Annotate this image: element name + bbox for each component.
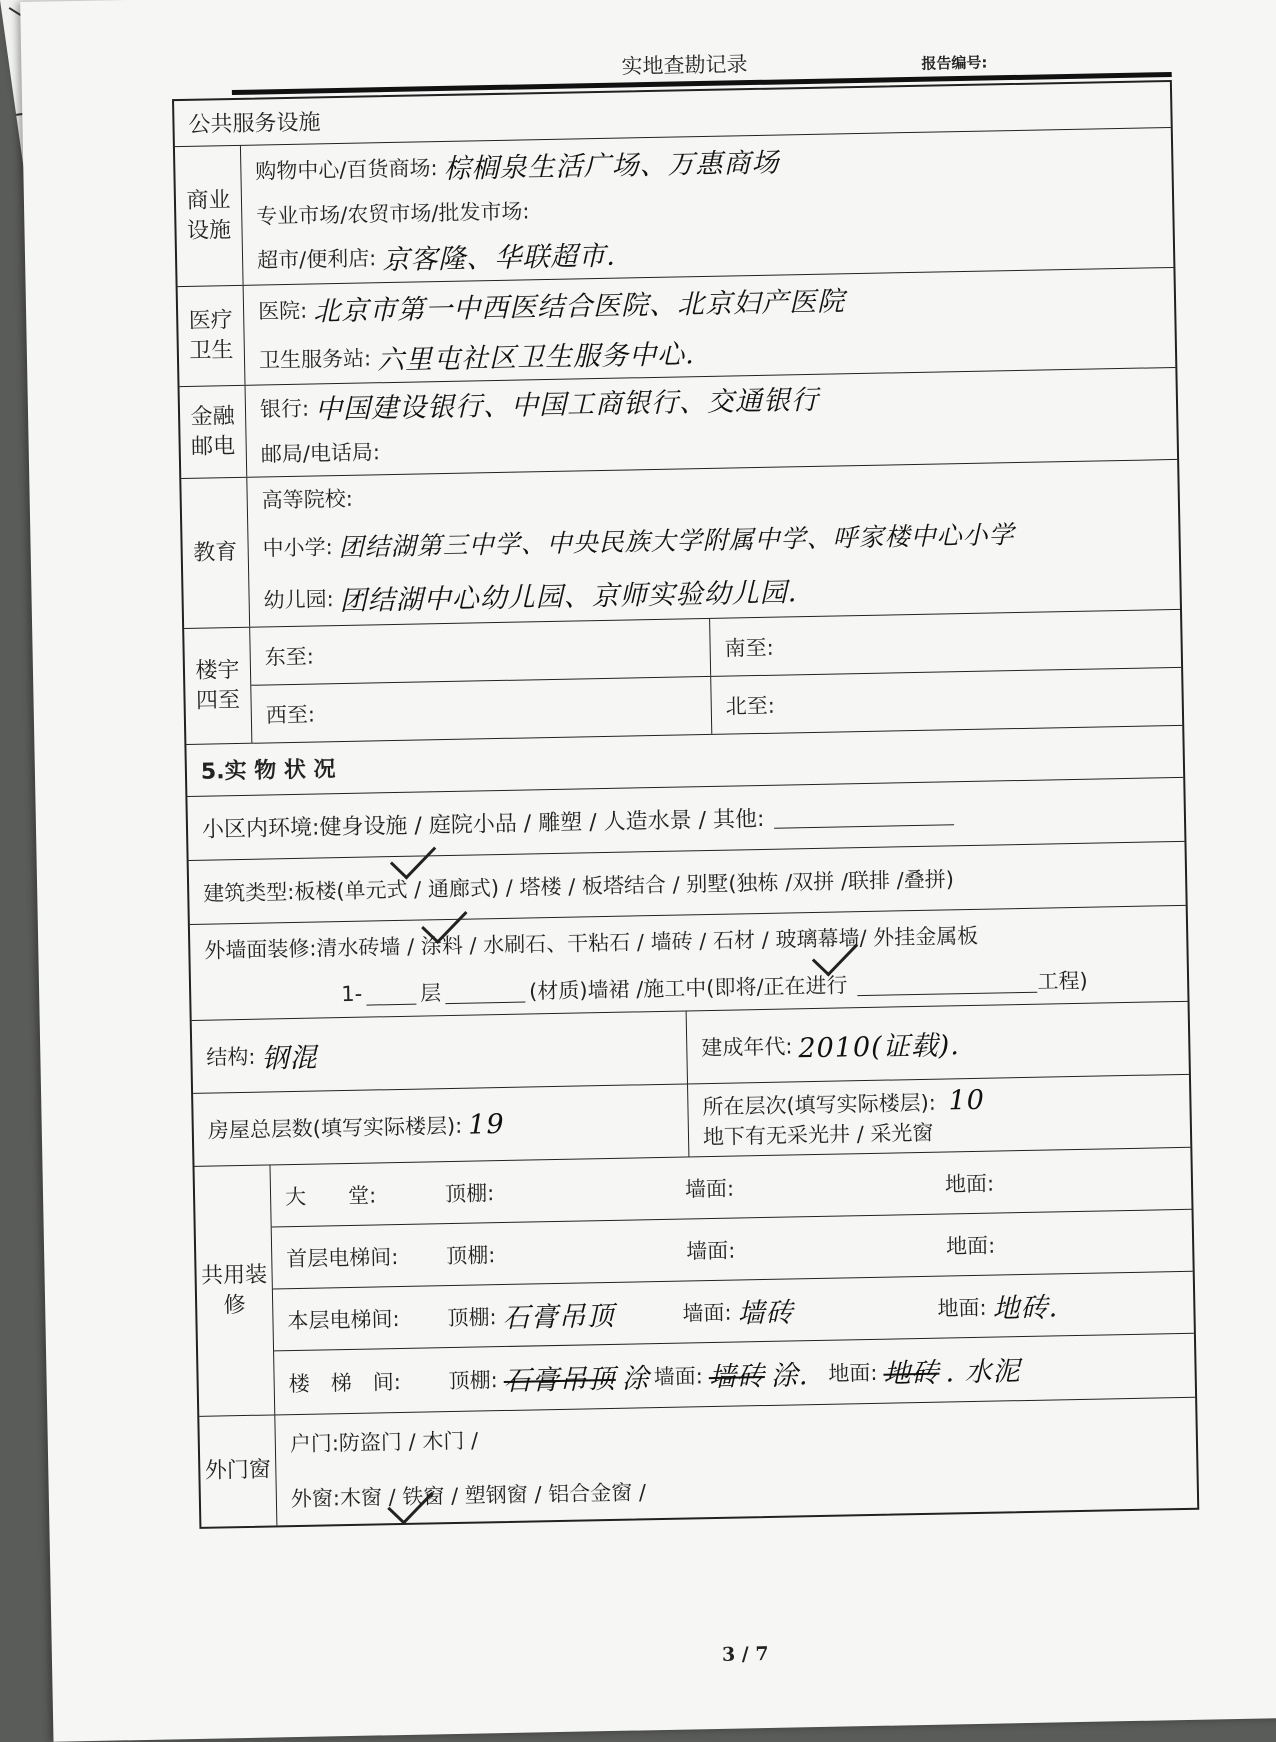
kindergarten-label: 幼儿园: xyxy=(263,587,334,613)
floor-elevator-floor-value: 地砖. xyxy=(992,1292,1059,1325)
west-label: 西至: xyxy=(265,702,316,727)
floor-elevator-ceiling-label: 顶棚: xyxy=(447,1304,497,1330)
stairwell-floor-value: . 水泥 xyxy=(945,1356,1021,1389)
bank-value: 中国建设银行、中国工商银行、交通银行 xyxy=(314,385,820,426)
post-label: 邮局/电话局: xyxy=(260,440,381,467)
education-label: 教育 xyxy=(181,478,250,628)
kindergarten-value: 团结湖中心幼儿园、京师实验幼儿园. xyxy=(339,576,798,617)
college-label: 高等院校: xyxy=(261,486,354,513)
ground-elevator-name: 首层电梯间: xyxy=(286,1244,399,1271)
exterior-wall-row xyxy=(190,906,1188,1021)
wall-skirt-text: (材质)墙裙 /施工中(即将/正在进行 xyxy=(528,973,848,1004)
medical-section xyxy=(178,268,1176,387)
hospital-value: 北京市第一中西医结合医院、北京妇产医院 xyxy=(312,286,846,328)
structure-section xyxy=(192,1002,1191,1167)
mall-label: 购物中心/百货商场: xyxy=(255,155,438,184)
structure-cell xyxy=(192,1011,688,1092)
lobby-name: 大 堂: xyxy=(284,1182,377,1209)
environment-label: 小区内环境: xyxy=(201,815,320,843)
floor-at-value: 10 xyxy=(948,1084,986,1116)
doors-windows-label: 外门窗 xyxy=(199,1415,277,1526)
wall-floor-suffix: 层 xyxy=(419,981,442,1006)
stairwell-floor-label: 地面: xyxy=(828,1360,878,1386)
stairwell-wall-struck: 墙砖 xyxy=(708,1361,766,1394)
floors-total-value: 19 xyxy=(467,1108,505,1141)
floor-at-label: 所在层次(填写实际楼层): xyxy=(702,1090,937,1119)
survey-form xyxy=(172,80,1199,1529)
doors-windows-section xyxy=(199,1398,1197,1527)
education-section xyxy=(181,460,1180,629)
page-title: 实地查勘记录 xyxy=(621,52,748,79)
south-cell xyxy=(710,610,1181,676)
window-label: 外窗: xyxy=(290,1485,341,1511)
physical-title: 5.实 物 状 况 xyxy=(200,757,336,785)
commerce-label: 商业设施 xyxy=(175,146,244,286)
common-decoration-label: 共用装修 xyxy=(195,1165,276,1415)
floor-at-cell xyxy=(688,1075,1190,1157)
floor-elevator-wall-label: 墙面: xyxy=(682,1300,732,1326)
bounds-label: 楼宇四至 xyxy=(184,628,252,744)
lobby-wall: 墙面: xyxy=(684,1176,735,1202)
building-type-options: 板楼(单元式 / 通廊式) / 塔楼 / 板塔结合 / 别墅(独栋 /双拼 /联排 /叠拼) xyxy=(294,866,955,904)
structure-value: 钢混 xyxy=(261,1042,318,1075)
page-number: 3 / 7 xyxy=(721,1642,769,1666)
door-label: 户门: xyxy=(289,1430,340,1456)
west-cell xyxy=(251,677,712,743)
door-options: 防盗门 / 木门 / xyxy=(338,1428,479,1455)
environment-options: 健身设施 / 庭院小品 / 雕塑 / 人造水景 / 其他: xyxy=(319,806,765,841)
ground-elevator-floor: 地面: xyxy=(945,1233,996,1259)
exterior-wall-label: 外墙面装修: xyxy=(204,936,317,963)
health-station-label: 卫生服务站: xyxy=(258,346,372,373)
window-options: 木窗 / 铁窗 / 塑钢窗 / 铝合金窗 / xyxy=(339,1479,647,1510)
market-label: 专业市场/农贸市场/批发市场: xyxy=(256,198,530,229)
exterior-wall-options: 清水砖墙 / 涂料 / 水刷石、干粘石 / 墙砖 / 石材 / 玻璃幕墙/ 外挂金属板 xyxy=(316,923,979,961)
common-decoration-section xyxy=(195,1148,1196,1417)
floor-elevator-name: 本层电梯间: xyxy=(287,1306,400,1333)
floors-total-label: 房屋总层数(填写实际楼层): xyxy=(207,1113,463,1143)
lobby-ceiling: 顶棚: xyxy=(444,1180,495,1206)
stairwell-name: 楼 梯 间: xyxy=(288,1369,401,1396)
building-type-label: 建筑类型: xyxy=(203,879,295,906)
school-value: 团结湖第三中学、中央民族大学附属中学、呼家楼中心小学 xyxy=(338,519,1015,562)
south-label: 南至: xyxy=(724,635,774,661)
stairwell-floor-struck: 地砖 xyxy=(883,1357,940,1390)
floors-total-cell xyxy=(193,1084,689,1165)
ground-elevator-ceiling: 顶棚: xyxy=(446,1242,496,1268)
east-cell xyxy=(250,619,711,685)
hospital-label: 医院: xyxy=(257,298,308,324)
bounds-section xyxy=(184,610,1182,745)
bank-label: 银行: xyxy=(259,396,310,422)
health-station-value: 六里屯社区卫生服务中心. xyxy=(376,338,695,377)
floor-elevator-wall-value: 墙砖 xyxy=(737,1297,794,1330)
built-year-label: 建成年代: xyxy=(701,1034,793,1061)
stairwell-wall-label: 墙面: xyxy=(653,1363,703,1389)
stairwell-ceiling-value: 涂 xyxy=(621,1363,651,1395)
floor-elevator-ceiling-value: 石膏吊顶 xyxy=(502,1300,615,1335)
lobby-floor: 地面: xyxy=(944,1171,995,1197)
north-cell xyxy=(711,668,1182,734)
built-year-value: 2010(证载). xyxy=(798,1029,961,1064)
supermarket-value: 京客隆、华联超市. xyxy=(381,240,617,276)
school-label: 中小学: xyxy=(262,534,333,561)
stairwell-ceiling-label: 顶棚: xyxy=(448,1367,498,1393)
structure-label: 结构: xyxy=(206,1044,256,1070)
environment-other-blank xyxy=(774,802,954,828)
finance-label: 金融邮电 xyxy=(180,386,248,478)
medical-label: 医疗卫生 xyxy=(178,286,246,386)
floor-at-extra: 地下有无采光井 / 采光窗 xyxy=(702,1120,934,1149)
form-page xyxy=(20,0,1276,1742)
ground-elevator-wall: 墙面: xyxy=(685,1238,736,1264)
stairwell-ceiling-struck: 石膏吊顶 xyxy=(503,1363,617,1398)
supermarket-label: 超市/便利店: xyxy=(256,246,377,273)
commerce-section xyxy=(175,128,1174,287)
wall-material-blank xyxy=(445,979,525,1004)
wall-floor-blank xyxy=(366,981,416,1005)
report-number-label: 报告编号: xyxy=(921,53,988,73)
east-label: 东至: xyxy=(264,644,315,669)
public-services-title: 公共服务设施 xyxy=(188,110,321,138)
wall-floor-prefix: 1- xyxy=(340,981,363,1007)
stairwell-wall-value: 涂. xyxy=(770,1360,809,1392)
mall-value: 棕榈泉生活广场、万惠商场 xyxy=(443,147,780,186)
built-year-cell xyxy=(687,1002,1189,1084)
floor-elevator-floor-label: 地面: xyxy=(937,1295,987,1321)
wall-project-suffix: 工程) xyxy=(1037,968,1088,994)
wall-project-blank xyxy=(857,969,1037,995)
north-label: 北至: xyxy=(725,693,776,719)
